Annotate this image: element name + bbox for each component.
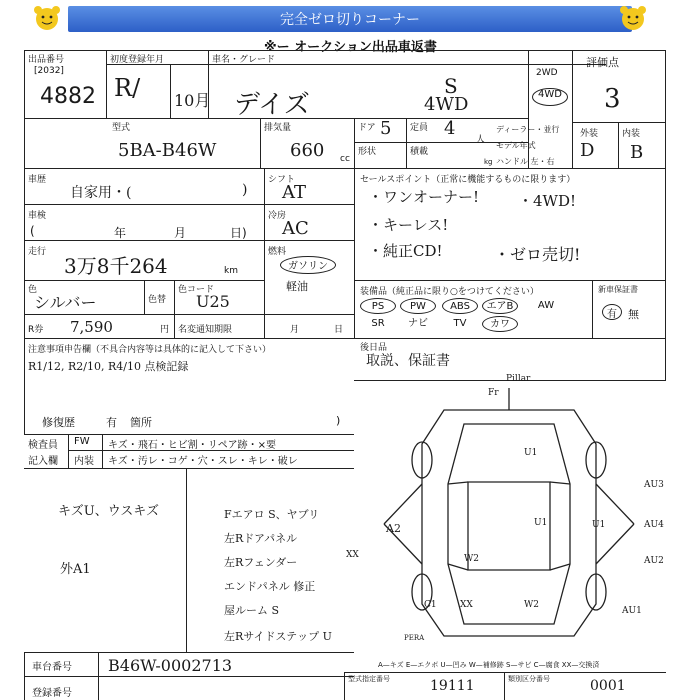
- recycle: 7,590: [70, 318, 113, 336]
- equipment-item: カワ: [482, 316, 518, 332]
- banner-title: 完全ゼロ切りコーナー: [68, 6, 632, 32]
- sheet-title: ※ー オークション出品車返書: [264, 40, 437, 55]
- mascot-icon: [614, 2, 652, 38]
- legend: A—キズ E—エクボ U—凹み W—補修跡 S—サビ C—腐食 XX—交換済: [378, 661, 600, 669]
- equipment-item: ナビ: [408, 318, 428, 329]
- sales-point: ・キーレス!: [368, 216, 449, 234]
- mileage-unit: km: [224, 266, 238, 276]
- interior-score: B: [630, 142, 644, 163]
- fw-items: キズ・飛石・ヒビ割・リペア跡・×要: [108, 440, 276, 451]
- inspector-note: 左Rドアパネル: [224, 532, 298, 545]
- fuel-label: 燃料: [268, 247, 287, 257]
- documents: 取説、保証書: [366, 353, 450, 369]
- documents-label: 後日品: [360, 343, 388, 353]
- equipment-item: エアB: [482, 298, 518, 314]
- inspection-month: 月: [174, 226, 187, 240]
- recycle-label: R券: [28, 325, 44, 335]
- fuel-diesel: 軽油: [286, 280, 308, 293]
- sales-point: ・ゼロ売切!: [494, 245, 581, 264]
- inspector-label-2: 記入欄: [28, 456, 58, 467]
- spec-number-label: 型式指定番号: [348, 675, 390, 683]
- sales-point: ・4WD!: [518, 192, 577, 210]
- usage-label: 車歴: [28, 175, 47, 185]
- load-label: 積載: [410, 147, 429, 157]
- diagram-label: XX: [346, 550, 359, 560]
- interior-label: 内装: [622, 129, 641, 139]
- body-shape-label: 形状: [358, 147, 377, 157]
- capacity-unit: 人: [476, 135, 486, 145]
- inspector-note: 左Rフェンダー: [224, 556, 298, 569]
- equipment-item: AW: [537, 300, 555, 311]
- chassis-number: B46W-0002713: [108, 656, 233, 675]
- diagram-label: C1: [424, 600, 437, 610]
- car-model: デイズ: [234, 90, 310, 120]
- equipment-label: 装備品（純正品に限り○をつけてください）: [360, 287, 539, 297]
- displacement: 660: [290, 140, 325, 161]
- lot-label: 出品番号: [28, 55, 65, 65]
- exterior-score: D: [580, 140, 595, 161]
- capacity: 4: [444, 118, 456, 139]
- color-label: 色: [28, 285, 38, 295]
- inspection-open: (: [30, 224, 35, 238]
- diagram-label: U1: [592, 520, 606, 530]
- load-unit: kg: [484, 158, 493, 166]
- mascot-icon: [28, 2, 66, 38]
- shift-label: シフト: [268, 175, 296, 185]
- name-change-month: 月: [290, 325, 300, 335]
- model-code-label: 型式: [112, 123, 131, 133]
- first-reg-month: 10月: [174, 91, 211, 110]
- warranty-label: 新車保証書: [598, 285, 638, 294]
- interior-check-label: 内装: [74, 456, 94, 467]
- class-number: 0001: [590, 678, 626, 694]
- diagram-label: U1: [534, 518, 548, 528]
- sales-point: ・ワンオーナー!: [368, 188, 480, 206]
- car-drive: 4WD: [424, 94, 469, 115]
- first-reg-label: 初度登録年月: [110, 55, 165, 65]
- auction-sheet: [24, 40, 666, 700]
- handle-label: ハンドル 左・右: [496, 157, 555, 166]
- usage-close: ): [242, 182, 248, 198]
- warranty-no: 無: [628, 308, 639, 321]
- name-change-label: 名変通知期限: [178, 325, 233, 335]
- inspection-label: 車検: [28, 211, 47, 221]
- first-reg-year: R/: [114, 74, 141, 102]
- class-number-label: 類別区分番号: [508, 675, 550, 683]
- diagram-label: XX: [460, 600, 473, 610]
- repair-has: 有: [106, 416, 117, 429]
- mileage: 3万8千264: [64, 254, 168, 278]
- usage: 自家用・(: [70, 185, 132, 201]
- color-code-label: 色コード: [178, 285, 215, 295]
- diagram-label: AU3: [644, 480, 664, 490]
- equipment-item: PW: [400, 298, 436, 314]
- displacement-label: 排気量: [264, 123, 292, 133]
- inspector-note: Fエアロ S、ヤブリ: [224, 508, 320, 521]
- doors-label: ドア: [358, 123, 376, 133]
- warranty-yes: 有: [602, 304, 622, 320]
- diagram-label: U1: [524, 448, 538, 458]
- inspector-note: 左Rサイドステップ U: [224, 630, 332, 643]
- diagram-label: AU2: [644, 556, 664, 566]
- diagram-label: Fr: [488, 388, 499, 398]
- grade-score: 3: [604, 84, 621, 114]
- diagram-label: A2: [386, 522, 401, 535]
- diagram-label: Pillar: [506, 374, 531, 384]
- inspector-note: キズU、ウスキズ: [58, 504, 160, 519]
- mileage-label: 走行: [28, 247, 47, 257]
- spec-number: 19111: [430, 678, 475, 694]
- drive-2wd: 2WD: [536, 68, 558, 78]
- color-change-label: 色替: [148, 295, 167, 305]
- color-code: U25: [196, 292, 230, 311]
- inspector-note: 屋ルーム S: [224, 604, 280, 617]
- drive-4wd: 4WD: [532, 88, 568, 106]
- car-grade: S: [444, 74, 458, 98]
- banner: [0, 0, 700, 40]
- inspector-label: 検査員: [28, 440, 58, 451]
- fw-label: FW: [74, 436, 90, 447]
- inspector-note: エンドパネル 修正: [224, 580, 316, 593]
- diagram-label: PERA: [404, 634, 425, 642]
- notes: R1/12, R2/10, R4/10 点検記録: [28, 360, 189, 373]
- grade-score-label: 評価点: [586, 56, 619, 69]
- diagram-label: AU1: [622, 606, 642, 616]
- diagram-label: W2: [524, 600, 539, 610]
- equipment-item: SR: [371, 318, 385, 329]
- equipment-item: ABS: [442, 298, 478, 314]
- fuel-gasoline: ガソリン: [280, 256, 336, 274]
- notes-label: 注意事項申告欄（不具合内容等は具体的に記入して下さい）: [28, 345, 272, 355]
- shift: AT: [282, 182, 307, 203]
- repair-label: 修復歴: [42, 416, 75, 429]
- name-change-day: 日: [334, 325, 344, 335]
- repair-place: 箇所: [130, 416, 152, 429]
- color: シルバー: [34, 293, 97, 312]
- inspection-day: 日): [230, 226, 247, 240]
- displacement-unit: cc: [340, 154, 350, 164]
- inspector-note: 外A1: [60, 562, 91, 577]
- dealer-label: ディーラー・並行: [496, 125, 560, 134]
- repair-close: ): [336, 414, 341, 427]
- equipment-item: TV: [453, 318, 467, 329]
- recycle-unit: 円: [160, 325, 170, 335]
- equipment-item: PS: [360, 298, 396, 314]
- registration-label: 登録番号: [32, 688, 72, 699]
- inspection-year: 年: [114, 226, 127, 240]
- name-label: 車名・グレード: [212, 55, 276, 65]
- interior-check-items: キズ・汚レ・コゲ・穴・スレ・キレ・破レ: [108, 456, 298, 467]
- diagram-label: W2: [464, 554, 479, 564]
- lot-code: [2032]: [34, 66, 64, 76]
- lot-number: 4882: [40, 84, 96, 109]
- model-code: 5BA-B46W: [118, 140, 217, 161]
- doors: 5: [380, 118, 392, 139]
- car-damage-diagram: [364, 374, 666, 652]
- aircon-label: 冷房: [268, 211, 287, 221]
- diagram-label: AU4: [644, 520, 664, 530]
- sales-point: ・純正CD!: [368, 242, 443, 260]
- exterior-label: 外装: [580, 129, 599, 139]
- chassis-label: 車台番号: [32, 662, 72, 673]
- aircon: AC: [282, 218, 309, 239]
- capacity-label: 定員: [410, 123, 429, 133]
- sales-points-label: セールスポイント（正常に機能するものに限ります）: [360, 175, 576, 185]
- model-year-label: モデル年式: [496, 141, 536, 150]
